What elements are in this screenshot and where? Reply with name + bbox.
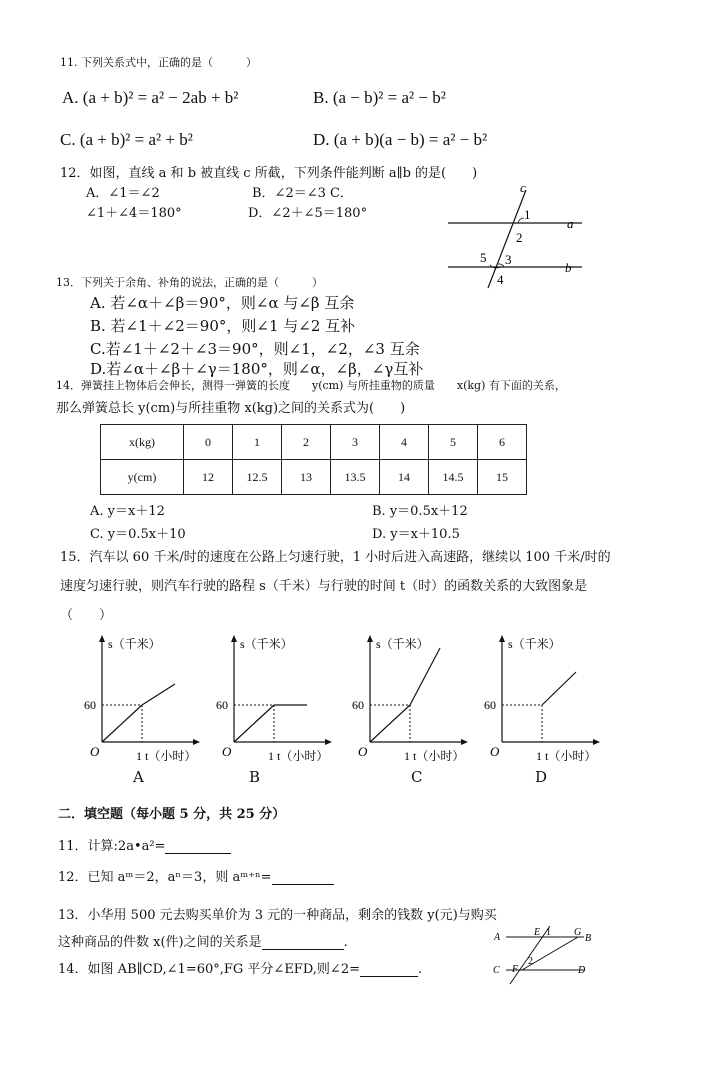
q15-stem-line3: （ ） — [60, 608, 113, 623]
q14-stem-line2: 那么弹簧总长 y(cm)与所挂重物 x(kg)之间的关系式为( ) — [56, 401, 406, 416]
fill-q14-period: . — [417, 962, 423, 977]
q14-stem-line1: 14．弹簧挂上物体后会伸长，测得一弹簧的长度 y(cm) 与所挂重物的质量 x(kg) 有下面的关系， — [56, 379, 566, 392]
origin-label: O — [490, 744, 500, 759]
q12-option-a: A．∠1＝∠2 — [86, 186, 160, 201]
axis-label-s: s（千米） — [108, 637, 161, 651]
fig14-label-D: D — [578, 965, 586, 976]
table-cell: 0 — [184, 425, 233, 460]
table-cell: 3 — [331, 425, 380, 460]
origin-label: O — [358, 744, 368, 759]
answer-blank[interactable] — [360, 962, 418, 977]
q12-option-b: B．∠2＝∠3 C． — [252, 186, 353, 201]
q12-option-c: ∠1＋∠4＝180° — [86, 206, 182, 221]
table-cell: 14 — [380, 460, 429, 495]
q13-stem: 13．下列关于余角、补角的说法，正确的是（ ） — [56, 276, 323, 289]
table-cell: 12 — [184, 460, 233, 495]
q15-stem-line2: 速度匀速行驶，则汽车行驶的路程 s（千米）与行驶的时间 t（时）的函数关系的大致图象是 — [60, 579, 588, 594]
q12-fig-label-5: 5 — [480, 250, 487, 265]
answer-blank[interactable] — [262, 935, 344, 950]
q12-option-d: D．∠2＋∠5＝180° — [248, 206, 368, 221]
section2-title: 二．填空题（每小题 5 分，共 25 分） — [58, 807, 286, 822]
q13-option-d: D.若∠α＋∠β＋∠γ＝180°，则∠α，∠β，∠γ互补 — [90, 360, 424, 378]
table-cell: 14.5 — [429, 460, 478, 495]
axis-label-t: 1 t（小时） — [268, 749, 329, 762]
q12-fig-label-4: 4 — [497, 272, 504, 287]
axis-label-s: s（千米） — [508, 637, 561, 651]
q14-option-a: A. y＝x＋12 — [90, 504, 165, 519]
q11-option-d: D. (a + b)(a − b) = a² − b² — [313, 130, 488, 149]
fig14-label-E: E — [534, 927, 541, 938]
origin-label: O — [90, 744, 100, 759]
fill-q14-text: 14．如图 AB∥CD,∠1=60°,FG 平分∠EFD,则∠2= — [58, 962, 360, 977]
axis-label-t: 1 t（小时） — [536, 749, 597, 762]
fig14-label-G: G — [574, 927, 582, 938]
q11-option-c: C. (a + b)² = a² + b² — [60, 130, 193, 149]
q14-option-c: C. y＝0.5x＋10 — [90, 527, 186, 542]
table-cell: 13.5 — [331, 460, 380, 495]
fill-q13-text: 这种商品的件数 x(件)之间的关系是 — [58, 935, 262, 950]
table-header-y: y(cm) — [101, 460, 184, 495]
fill-q13 — [58, 931, 348, 950]
axis-label-s: s（千米） — [240, 637, 293, 651]
fill-q13-line1: 13．小华用 500 元去购买单价为 3 元的一种商品，剩余的钱数 y(元)与购买 — [58, 908, 497, 923]
q11-option-b: B. (a − b)² = a² − b² — [313, 88, 446, 107]
q13-option-c: C.若∠1＋∠2＋∠3＝90°，则∠1，∠2，∠3 互余 — [90, 340, 420, 358]
fill-q11-text: 11．计算:2a•a²= — [58, 839, 166, 854]
q12-fig-label-a: a — [567, 216, 574, 231]
table-cell: 2 — [282, 425, 331, 460]
q12-parallel-lines-figure — [440, 180, 590, 292]
q15-letter-c: C — [411, 768, 423, 786]
table-cell: 13 — [282, 460, 331, 495]
tick-label-60: 60 — [216, 698, 228, 712]
q14-fill-figure — [488, 922, 598, 988]
q14-option-d: D. y＝x＋10.5 — [372, 527, 460, 542]
q14-option-b: B. y＝0.5x＋12 — [372, 504, 468, 519]
fig14-label-2: 2 — [528, 956, 533, 967]
q15-letter-b: B — [249, 768, 261, 786]
fig14-label-A: A — [494, 932, 501, 943]
fill-q12-text: 12．已知 aᵐ＝2，aⁿ＝3，则 aᵐ⁺ⁿ= — [58, 870, 272, 885]
fill-q12 — [58, 866, 334, 885]
q15-graph-b — [212, 632, 342, 762]
table-header-x: x(kg) — [101, 425, 184, 460]
answer-blank[interactable] — [272, 870, 334, 885]
q12-fig-label-3: 3 — [505, 252, 512, 267]
axis-label-t: 1 t（小时） — [404, 749, 465, 762]
origin-label: O — [222, 744, 232, 759]
tick-label-60: 60 — [84, 698, 96, 712]
q14-data-table — [100, 424, 527, 495]
q11-option-a: A. (a + b)² = a² − 2ab + b² — [62, 88, 239, 107]
fig14-label-F: F — [512, 964, 519, 975]
axis-label-t: 1 t（小时） — [136, 749, 197, 762]
table-cell: 4 — [380, 425, 429, 460]
q12-fig-label-2: 2 — [516, 230, 523, 245]
fig14-label-B: B — [585, 933, 592, 944]
fig14-label-1: 1 — [546, 927, 551, 938]
axis-label-s: s（千米） — [376, 637, 429, 651]
fill-q13-period: . — [343, 935, 348, 950]
table-cell: 5 — [429, 425, 478, 460]
q15-stem-line1: 15．汽车以 60 千米/时的速度在公路上匀速行驶，1 小时后进入高速路，继续以 100 千米/时的 — [60, 550, 611, 565]
fill-q11 — [58, 835, 231, 854]
table-row — [101, 425, 527, 460]
q13-option-a: A. 若∠α＋∠β＝90°，则∠α 与∠β 互余 — [90, 294, 355, 312]
tick-label-60: 60 — [352, 698, 364, 712]
q15-graph-a — [80, 632, 210, 762]
q12-fig-label-1: 1 — [524, 207, 531, 222]
q12-fig-label-c: c — [520, 180, 526, 195]
table-cell: 6 — [478, 425, 527, 460]
tick-label-60: 60 — [484, 698, 496, 712]
q12-fig-label-b: b — [565, 260, 572, 275]
table-row — [101, 460, 527, 495]
q15-letter-a: A — [133, 768, 144, 786]
q13-option-b: B. 若∠1＋∠2＝90°，则∠1 与∠2 互补 — [90, 317, 356, 335]
q15-letter-d: D — [535, 768, 548, 786]
table-cell: 12.5 — [233, 460, 282, 495]
q15-graph-c — [348, 632, 478, 762]
q15-graph-d — [480, 632, 610, 762]
answer-blank[interactable] — [165, 839, 231, 854]
table-cell: 15 — [478, 460, 527, 495]
fill-q14 — [58, 958, 422, 977]
q12-stem: 12．如图，直线 a 和 b 被直线 c 所截，下列条件能判断 a∥b 的是( ) — [60, 166, 478, 181]
table-cell: 1 — [233, 425, 282, 460]
fig14-label-C: C — [493, 965, 500, 976]
q11-stem: 11. 下列关系式中，正确的是（ ） — [60, 56, 257, 69]
